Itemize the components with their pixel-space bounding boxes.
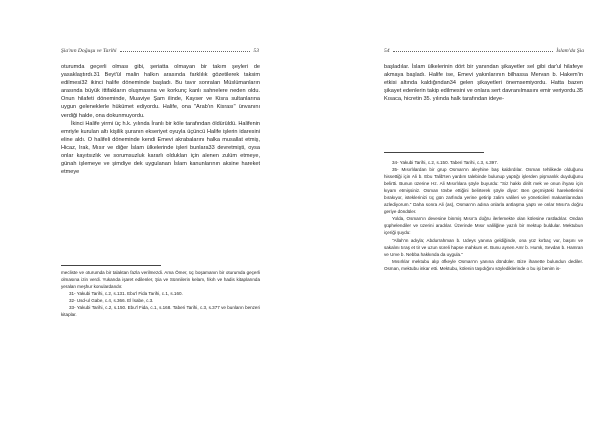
footnote-divider xyxy=(61,265,161,266)
body-text xyxy=(384,63,583,103)
footnote: 34- Yakubi Tarihi, c.2, s.150. Taberi Tarihi, c.3, s.397. xyxy=(392,160,498,165)
footnote-divider xyxy=(384,152,484,153)
footnote: 32- Usd-ul Gabe, c.4, s.366. El İsabe, c.3. xyxy=(69,298,154,304)
footnote: 33- Yakubi Tarihi, c.2, s.150. Ebu'l Fida, c.1, s.168. Taberi Tarihi, c.3, s.377 ve bunların benzeri kitaplar. xyxy=(61,305,260,318)
paragraph: İkinci Halife yirmi üç h.k. yılında İranlı bir köle tarafından öldürüldü. Halifenin emriyle kurulan altı kişilik şuranın ekseriyet oyuyla üçüncü Halife işlerin idaresini eline aldı. O halifeli döneminde kendi Emevi akrabalarını halka musallat etmiş, Hicaz, Irak, Mısır ve diğer İslam ülkelerinde işleri bunlara33 devretmişti, oysa onlar kayıtsızlık ve sorumsuzluk kararlı oldukları için alenen zulüm etmeye, günah işlemeye ve şimdiye dek uygulanan İslam kanunlarının aksine hareket etmeye xyxy=(61,120,260,176)
paragraph: başladılar. İslam ülkelerinin dört bir yanından şikayetler sel gibi dar'ul hilafeye akmaya başladı. Halife ise, Emevi yakınlarının bilhassa Mervan b. Hakem'in etkisi altında kaldığından34 gelen şikayetleri önemsemiyordu. Hatta bazen şikayet edenlerin takip edilmesini ve onlara sert davranılmasını emir veriyordu.35 Kısaca, hicretin 35. yılında halk tarafından ideye- xyxy=(384,64,583,103)
right-page xyxy=(300,0,600,424)
header-title: Şia'nın Doğuşu ve Tarihi xyxy=(61,48,117,54)
footnotes xyxy=(384,159,583,272)
header-dot-leader xyxy=(393,46,554,52)
page-number: 54 xyxy=(384,48,390,54)
footnote: mecliste ve oturumda bir talaktan fazla verilmezdi. Ama Ömer, üç boşamanın bir oturumda geçerli olmasına izin verdi. Yukarıda işaret edilenler, Şia ve Sünnilerin kelam, fıkıh ve hadis kitaplarında yeralan meşhur konulardandır. xyxy=(61,270,260,290)
page-number: 53 xyxy=(253,48,259,54)
running-header xyxy=(384,46,584,56)
header-title: İslam'da Şia xyxy=(556,48,584,54)
body-text xyxy=(61,63,260,176)
running-header xyxy=(61,46,259,56)
footnote: "Allah'ın adıyla; Abdurrahman b. Udeys yanına geldiğinde, ona yüz kırbaç vur, başını ve sakalını tıraş et tir ve uzun süreli hapse mahkum et. Bunu aynen Amr b. Humk, Sevdan b. Hamran ve Urve b. Nebba hakkında da uygula." xyxy=(384,237,583,257)
header-dot-leader xyxy=(120,46,251,52)
paragraph: oturumda geçerli olması gibi, şeriatta olmayan bir takım şeyleri de yasaklaştırdı.31 Beyt'ül malin halkın arasında farklılık gözetilerek taksim edilmesi32 ikinci halife döneminde başladı. Bu tavır sonraları Müslümanların arasında büyük ittifakların oluşmasına ve korkunç kanlı sahnelere neden oldu. Onun hilafeti döneminde, Muaviye Şam ilinde, Kayser ve Kisra sultanlarına uygun geleneklerle hükümet ediyordu. Halife, ona "Arab'ın Kisrası" ünvanını verdiği halde, ona dokunmuyordu. xyxy=(61,64,260,119)
footnotes xyxy=(61,269,260,318)
footnote: Mısırlılar mektubu alıp öfkeyle Osman'ın yanına döndüler. Bize ihanette bulundun dediler. Osman, mektubu inkar etti. Mektubu, kölenin taşıdığını söylediklerinde o bu işi benim is- xyxy=(384,258,583,271)
footnote: 35- Mısırlılardan bir grup Osman'ın aleyhine baş kaldırdılar. Osman tehlikede olduğunu hissettiği için Ali b. Ebu Talib'ten yardım talebinde bulunup yaptığı işlerden pişmanlık duyduğunu belirtti. Bunun üzerine Hz. Ali Mısırlılara şöyle buyurdu: "Siz hakkı dirilt mek ve onun ihyası için kıyam etmişsiniz. Osman tövbe ettiğini belirterek şöyle diyor: Ben geçmişteki hareketlerimi bırakıyor, isteklerinizi üç gün zarfında yerine getirip zalim valileri ve yöneticileri makamlarından azlediyorum." Daha sonra Ali (as), Osman'ın adına onlarla antlaşma yaptı ve onlar Mısır'a doğru geriye döndüler. xyxy=(384,167,583,215)
footnote: Yolda, Osman'ın devesine binmiş Mısır'a doğru ilerlemekte olan kölesine rastladılar. Ondan şüphelendiler ve üzerini aradılar. Üzerinde Mısır valiliğine yazılı bir mektup buldular. Mektubun içeriği şuydu: xyxy=(384,216,583,236)
footnote: 31- Yakubi Tarihi, c.2, s.131. Ebu'l Fida Tarihi, c.1, s.160. xyxy=(69,291,183,297)
